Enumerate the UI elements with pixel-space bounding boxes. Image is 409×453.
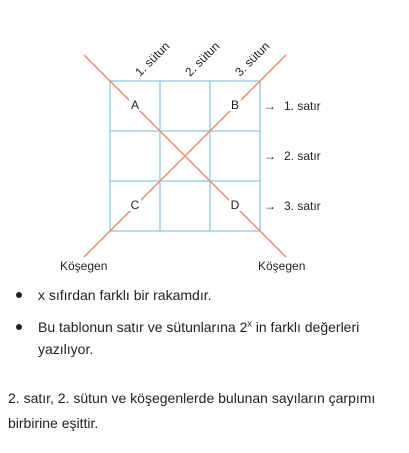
bullet-text-post: in farklı değerleri yazılıyor.: [38, 319, 360, 357]
cell-label: A: [130, 98, 140, 112]
bullet-text: x sıfırdan farklı bir rakamdır.: [38, 287, 212, 303]
column-label: 1. sütun: [132, 39, 173, 80]
row-label: 2. satır: [284, 149, 321, 163]
bullet-item: [10, 284, 400, 306]
row-arrow-icon: →: [264, 199, 276, 213]
bullet-exponent: x: [247, 318, 252, 329]
row-arrow-icon: →: [264, 99, 276, 113]
statement-text: 2. satır, 2. sütun ve köşegenlerde bulunan sayıların çarpımı birbirine eşittir.: [8, 390, 376, 431]
bullet-list: [10, 284, 400, 370]
cell-label: B: [230, 98, 240, 112]
bullet-item: [10, 316, 400, 360]
row-label: 3. satır: [284, 199, 321, 213]
diagonal-label-right: Köşegen: [258, 259, 306, 273]
bullet-icon: [16, 292, 22, 298]
column-label: 3. sütun: [232, 39, 273, 80]
column-label: 2. sütun: [182, 39, 223, 80]
row-label: 1. satır: [284, 99, 321, 113]
cell-label: D: [230, 198, 240, 212]
diagonal-label-left: Köşegen: [60, 259, 108, 273]
cell-label: C: [130, 198, 140, 212]
row-arrow-icon: →: [264, 149, 276, 163]
bullet-icon: [16, 324, 22, 330]
bullet-text-pre: Bu tablonun satır ve sütunlarına 2: [38, 319, 248, 335]
